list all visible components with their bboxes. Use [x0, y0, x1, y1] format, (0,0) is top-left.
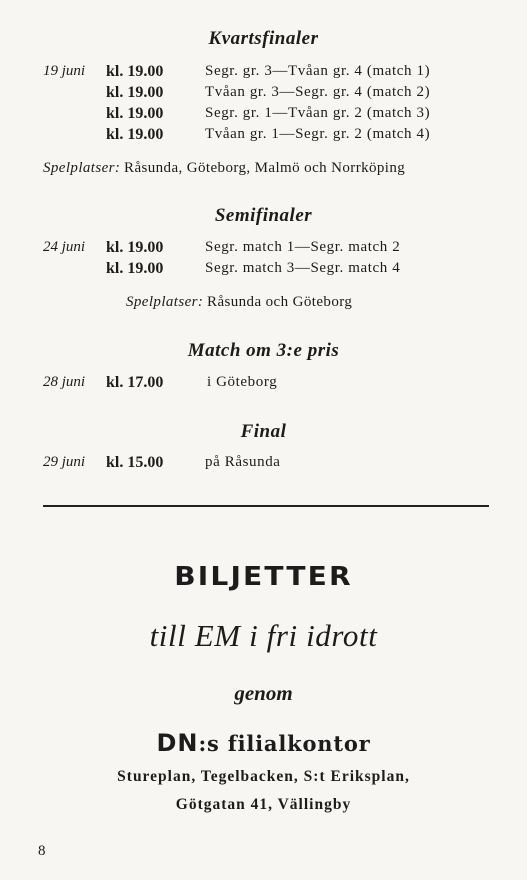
match-desc: Tvåan gr. 1—Segr. gr. 2 (match 4)	[205, 126, 431, 142]
section-divider	[43, 505, 489, 507]
match-date: 28 juni	[43, 374, 86, 390]
match-time: kl. 19.00	[106, 239, 164, 256]
match-desc: Segr. match 1—Segr. match 2	[205, 239, 401, 255]
final-title: Final	[240, 421, 287, 442]
quarterfinals-title: Kvartsfinaler	[208, 28, 319, 49]
match-desc: Tvåan gr. 3—Segr. gr. 4 (match 2)	[205, 84, 431, 100]
match-time: kl. 19.00	[106, 260, 164, 277]
page-number: 8	[38, 843, 46, 859]
match-date: 24 juni	[43, 239, 86, 255]
quarterfinals-venues	[0, 160, 527, 177]
match-time: kl. 15.00	[106, 454, 164, 471]
match-time: kl. 19.00	[106, 126, 164, 143]
match-time: kl. 17.00	[106, 374, 164, 391]
venues-list: Råsunda och Göteborg	[207, 294, 353, 310]
match-time: kl. 19.00	[106, 105, 164, 122]
semifinals-title: Semifinaler	[214, 205, 313, 226]
semifinals-venues	[0, 294, 527, 311]
ad-office	[0, 729, 527, 757]
match-desc: Segr. gr. 3—Tvåan gr. 4 (match 1)	[205, 63, 431, 79]
match-desc: Segr. gr. 1—Tvåan gr. 2 (match 3)	[205, 105, 431, 121]
dn-brand: DN	[156, 729, 199, 757]
venues-label: Spelplatser:	[43, 160, 121, 176]
match-time: kl. 19.00	[106, 63, 164, 80]
venues-label: Spelplatser:	[126, 294, 204, 310]
match-desc: på Råsunda	[205, 454, 281, 470]
match-desc: i Göteborg	[207, 374, 278, 390]
venues-list: Råsunda, Göteborg, Malmö och Norrköping	[124, 160, 406, 176]
ad-locations-line2: Götgatan 41, Vällingby	[175, 796, 352, 813]
office-label: :s filialkontor	[198, 731, 371, 756]
ad-via: genom	[234, 681, 293, 705]
ad-locations-line1: Stureplan, Tegelbacken, S:t Eriksplan,	[117, 768, 410, 785]
match-date: 19 juni	[43, 63, 86, 79]
match-desc: Segr. match 3—Segr. match 4	[205, 260, 401, 276]
match-time: kl. 19.00	[106, 84, 164, 101]
third-place-title: Match om 3:e pris	[187, 340, 340, 361]
ad-subtitle: till EM i fri idrott	[149, 618, 378, 653]
match-date: 29 juni	[43, 454, 86, 470]
ad-headline: BILJETTER	[174, 562, 353, 592]
